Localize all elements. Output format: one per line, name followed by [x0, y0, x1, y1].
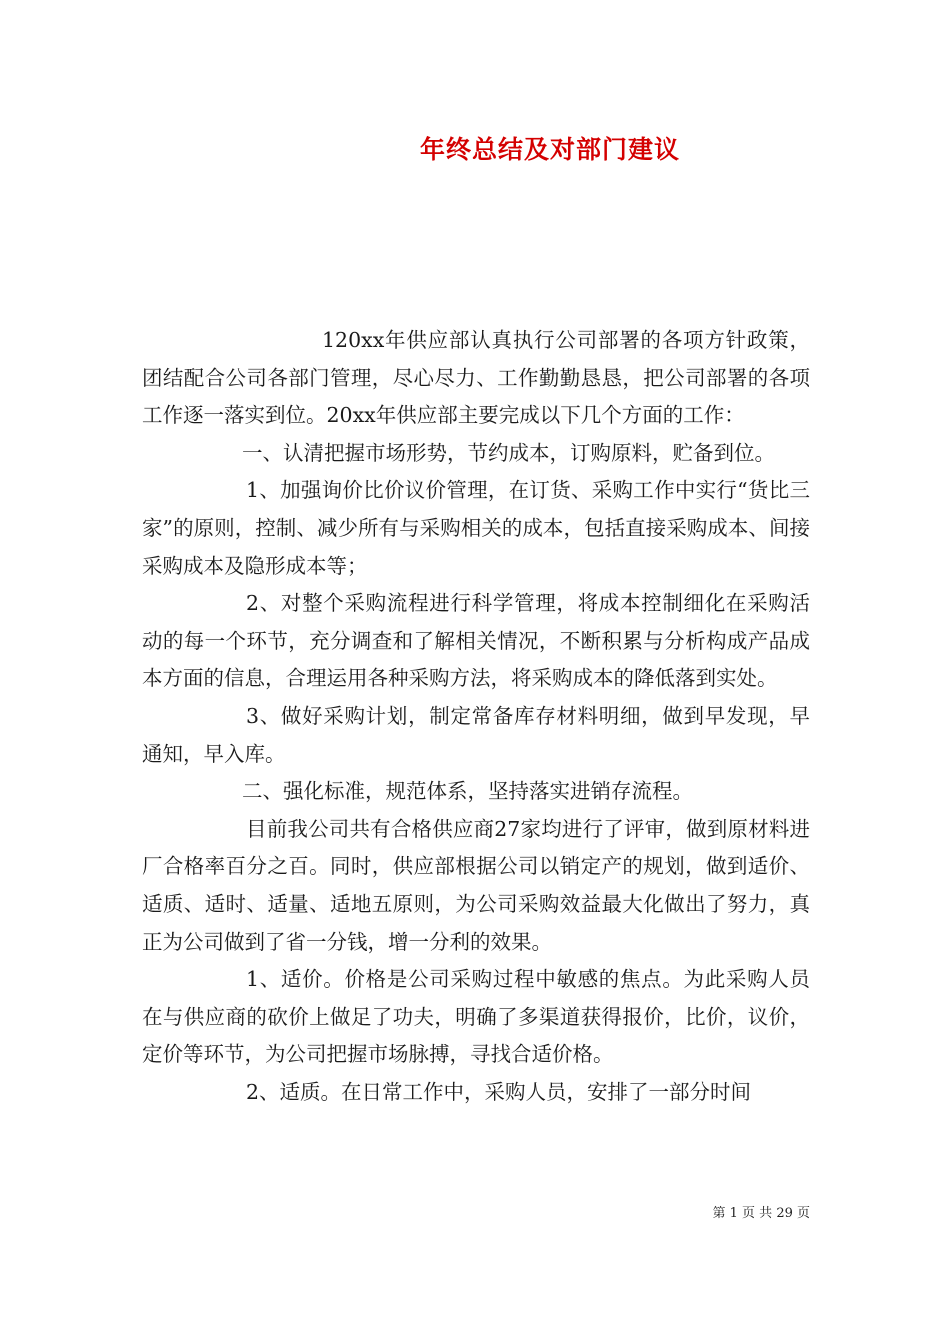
paragraph-1-2: 2、对整个采购流程进行科学管理，将成本控制细化在采购活动的每一个环节，充分调查和了解相关情况，不断积累与分析构成产品成本方面的信息，合理运用各种采购方法，将采购成本的降低落到实处。	[142, 591, 810, 691]
paragraph-2-intro: 目前我公司共有合格供应商27家均进行了评审，做到原材料进厂合格率百分之百。同时，供应部根据公司以销定产的规划，做到适价、适质、适时、适量、适地五原则，为公司采购效益最大化做出了努力，真正为公司做到了省一分钱，增一分利的效果。	[142, 816, 810, 954]
paragraph-1-3: 3、做好采购计划，制定常备库存材料明细，做到早发现，早通知，早入库。	[142, 703, 810, 766]
paragraph-intro: 120xx年供应部认真执行公司部署的各项方针政策，团结配合公司各部门管理，尽心尽力、工作勤勤恳恳，把公司部署的各项工作逐一落实到位。20xx年供应部主要完成以下几个方面的工作：	[142, 328, 810, 428]
document-body	[142, 322, 810, 1111]
heading-section-1: 一、认清把握市场形势，节约成本，订购原料，贮备到位。	[242, 440, 775, 465]
heading-section-2: 二、强化标准，规范体系，坚持落实进销存流程。	[242, 779, 693, 804]
document-title: 年终总结及对部门建议	[419, 135, 680, 164]
page-number: 第 1 页 共 29 页	[712, 1206, 810, 1221]
paragraph-1-1: 1、加强询价比价议价管理，在订货、采购工作中实行“货比三家”的原则，控制、减少所有与采购相关的成本，包括直接采购成本、间接采购成本及隐形成本等；	[142, 478, 810, 578]
paragraph-2-1: 1、适价。价格是公司采购过程中敏感的焦点。为此采购人员在与供应商的砍价上做足了功夫，明确了多渠道获得报价，比价，议价，定价等环节，为公司把握市场脉搏，寻找合适价格。	[142, 967, 810, 1067]
paragraph-2-2: 2、适质。在日常工作中，采购人员，安排了一部分时间	[246, 1079, 752, 1104]
